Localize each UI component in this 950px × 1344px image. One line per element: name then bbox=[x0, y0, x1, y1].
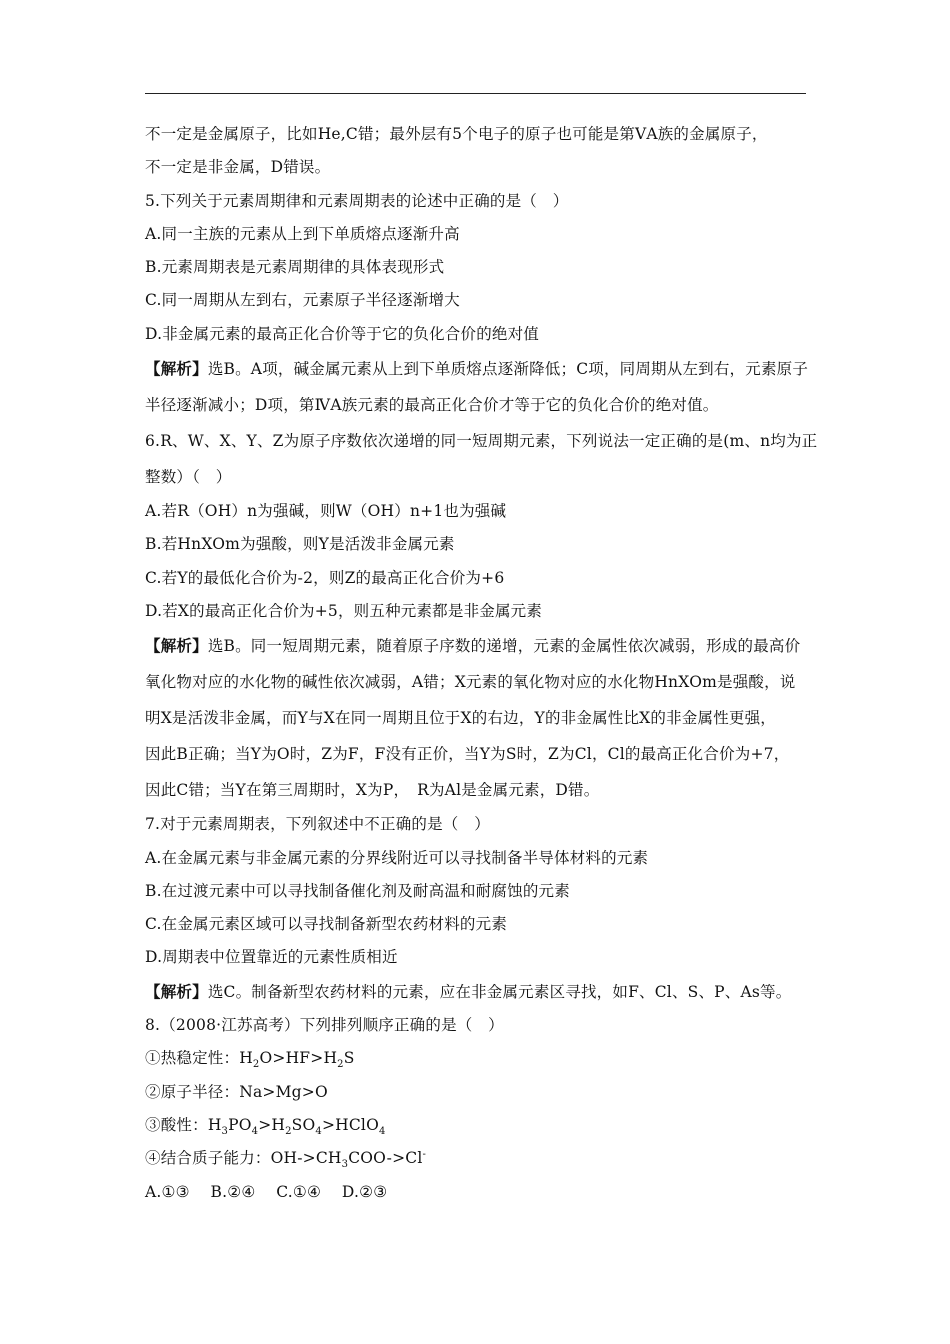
analysis-text: 选B。A项，碱金属元素从上到下单质熔点逐渐降低；C项，同周期从左到右，元素原子 bbox=[207, 360, 809, 379]
text-line: 明X是活泼非金属，而Y与X在同一周期且位于X的右边，Y的非金属性比X的非金属性更强， bbox=[145, 709, 777, 728]
question-7-option-b: B.在过渡元素中可以寻找制备催化剂及耐高温和耐腐蚀的元素 bbox=[145, 881, 570, 900]
question-6-stem: 6.R、W、X、Y、Z为原子序数依次递增的同一短周期元素，下列说法一定正确的是(m、n均为正 bbox=[145, 432, 818, 451]
question-7-option-d: D.周期表中位置靠近的元素性质相近 bbox=[145, 948, 398, 967]
question-6-option-d: D.若X的最高正化合价为+5，则五种元素都是非金属元素 bbox=[145, 601, 543, 620]
analysis-label: 【解析】 bbox=[145, 981, 208, 1001]
question-7-analysis bbox=[145, 975, 810, 1009]
text-line: 不一定是非金属，D错误。 bbox=[145, 158, 331, 177]
question-5-option-a: A.同一主族的元素从上到下单质熔点逐渐升高 bbox=[145, 224, 460, 243]
question-8-item-3: ③酸性：$H_3PO_4>H_2SO_4>HClO_4$ bbox=[145, 1115, 386, 1138]
question-7-option-c: C.在金属元素区域可以寻找制备新型农药材料的元素 bbox=[145, 915, 508, 934]
text-line: 因此B正确；当Y为O时，Z为F，F没有正价，当Y为S时，Z为Cl，Cl的最高正化合价为+7， bbox=[145, 745, 790, 764]
question-5-analysis bbox=[145, 351, 810, 387]
analysis-label: 【解析】 bbox=[145, 359, 208, 379]
question-6-option-c: C.若Y的最低化合价为-2，则Z的最高正化合价为+6 bbox=[145, 568, 505, 587]
text-line: 半径逐渐减小；D项，第ⅣA族元素的最高正化合价才等于它的负化合价的绝对值。 bbox=[145, 396, 719, 415]
text-line: 氧化物对应的水化物的碱性依次减弱，A错；X元素的氧化物对应的水化物HnXOm是强酸，说 bbox=[145, 673, 796, 692]
text-line: 因此C错；当Y在第三周期时，X为P， R为Al是金属元素，D错。 bbox=[145, 781, 600, 800]
question-5-option-c: C.同一周期从左到右，元素原子半径逐渐增大 bbox=[145, 291, 460, 310]
question-6-option-b: B.若HnXOm为强酸，则Y是活泼非金属元素 bbox=[145, 535, 455, 554]
question-6-stem-cont: 整数）（ ） bbox=[145, 468, 232, 487]
analysis-label: 【解析】 bbox=[145, 636, 208, 656]
document-body bbox=[145, 118, 818, 1209]
analysis-text: 选C。制备新型农药材料的元素，应在非金属元素区寻找，如F、Cl、S、P、As等。 bbox=[207, 982, 792, 1001]
question-6-option-a: A.若R（OH）n为强碱，则W（OH）n+1也为强碱 bbox=[145, 502, 507, 521]
question-8-item-4: ④结合质子能力：$OH->CH_3COO->Cl^-$ bbox=[145, 1149, 427, 1171]
question-8-options: A.①③ B.②④ C.①④ D.②③ bbox=[145, 1182, 388, 1201]
question-5-stem: 5.下列关于元素周期律和元素周期表的论述中正确的是（ ） bbox=[145, 191, 569, 210]
question-8-item-1: ①热稳定性：$H_2O>HF>H_2S$ bbox=[145, 1049, 355, 1071]
question-6-analysis bbox=[145, 628, 810, 664]
question-8-stem: 8.（2008·江苏高考）下列排列顺序正确的是（ ） bbox=[145, 1016, 504, 1035]
question-7-stem: 7.对于元素周期表，下列叙述中不正确的是（ ） bbox=[145, 815, 490, 834]
analysis-text: 选B。同一短周期元素，随着原子序数的递增，元素的金属性依次减弱，形成的最高价 bbox=[207, 637, 801, 656]
header-rule bbox=[145, 93, 806, 94]
question-5-option-d: D.非金属元素的最高正化合价等于它的负化合价的绝对值 bbox=[145, 324, 540, 343]
question-7-option-a: A.在金属元素与非金属元素的分界线附近可以寻找制备半导体材料的元素 bbox=[145, 848, 649, 867]
question-5-option-b: B.元素周期表是元素周期律的具体表现形式 bbox=[145, 258, 445, 277]
text-line: 不一定是金属原子，比如He,C错；最外层有5个电子的原子也可能是第ⅤA族的金属原子， bbox=[145, 125, 768, 143]
question-8-item-2: ②原子半径：Na>Mg>O bbox=[145, 1082, 328, 1101]
